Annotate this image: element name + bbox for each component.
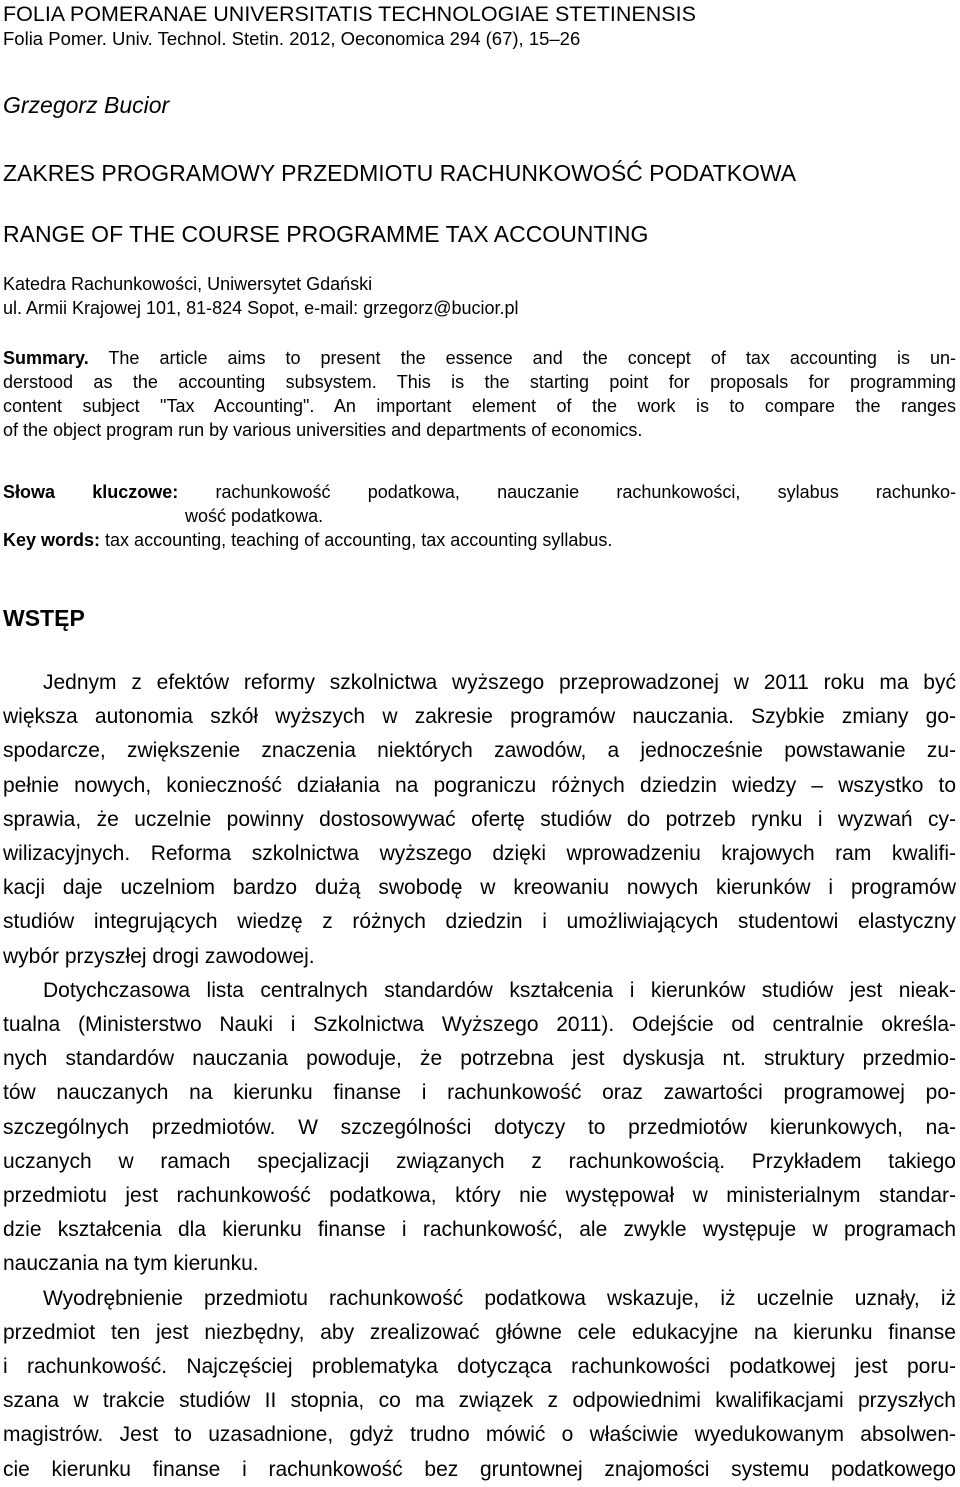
- summary-line-text: The article aims to present the essence and the concept of tax accounting is un-: [108, 348, 956, 368]
- keywords-en-text: tax accounting, teaching of accounting, tax accounting syllabus.: [105, 530, 613, 550]
- keywords-pl-line: [3, 480, 956, 504]
- keywords-pl-label: Słowa kluczowe:: [3, 482, 179, 502]
- body-line: większa autonomia szkół wyższych w zakresie programów nauczania. Szybkie zmiany go-: [3, 705, 956, 729]
- paragraph-2: [3, 974, 956, 1282]
- keywords-pl-text: rachunkowość podatkowa, nauczanie rachunkowości, sylabus rachunko-: [215, 482, 956, 502]
- paragraph-3: [3, 1282, 956, 1487]
- body-line: cie kierunku finanse i rachunkowość bez gruntownej znajomości systemu podatkowego: [3, 1457, 956, 1481]
- summary: [3, 346, 956, 442]
- journal-citation-text: Folia Pomer. Univ. Technol. Stetin. 2012, Oeconomica 294 (67), 15–26: [3, 28, 581, 49]
- section-heading-text: WSTĘP: [3, 605, 85, 631]
- title-english-text: RANGE OF THE COURSE PROGRAMME TAX ACCOUNTING: [3, 221, 649, 247]
- keywords: [3, 480, 956, 552]
- summary-line: derstood as the accounting subsystem. This is the starting point for proposals for programming: [3, 372, 956, 392]
- body-line: pełnie nowych, konieczność działania na pograniczu różnych dziedzin wiedzy – wszystko to: [3, 773, 956, 797]
- summary-line: of the object program run by various universities and departments of economics.: [3, 420, 643, 440]
- title-polish: [3, 158, 956, 188]
- body-line: Jednym z efektów reformy szkolnictwa wyższego przeprowadzonej w 2011 roku ma być: [43, 671, 956, 694]
- summary-line: content subject "Tax Accounting". An important element of the work is to compare the ranges: [3, 396, 956, 416]
- body-line: spodarcze, zwiększenie znaczenia niektórych zawodów, a jednocześnie powstawanie zu-: [3, 739, 956, 763]
- body-line: tów nauczanych na kierunku finanse i rachunkowość oraz zawartości programowej po-: [3, 1081, 956, 1105]
- author-name: [3, 90, 956, 120]
- body-line: sprawia, że uczelnie powinny dostosowywać ofertę studiów do potrzeb rynku i wyzwań cy-: [3, 807, 956, 831]
- affiliation-line: Katedra Rachunkowości, Uniwersytet Gdański: [3, 274, 373, 294]
- title-english: [3, 219, 956, 249]
- body-line: nych standardów nauczania powoduje, że potrzebna jest dyskusja nt. struktury przedmio-: [3, 1047, 956, 1071]
- body-line: i rachunkowość. Najczęściej problematyka dotycząca rachunkowości podatkowej jest poru-: [3, 1355, 956, 1379]
- summary-line: [3, 346, 956, 370]
- body-line: Dotychczasowa lista centralnych standardów kształcenia i kierunków studiów jest nieak-: [43, 978, 956, 1002]
- author-name-text: Grzegorz Bucior: [3, 92, 170, 118]
- body-line: Wyodrębnienie przedmiotu rachunkowość podatkowa wskazuje, iż uczelnie uznały, iż: [43, 1286, 956, 1310]
- body-line: nauczania na tym kierunku.: [3, 1252, 259, 1276]
- body-line: wybór przyszłej drogi zawodowej.: [3, 944, 315, 968]
- affiliation-address: ul. Armii Krajowej 101, 81-824 Sopot, e-mail: grzegorz@bucior.pl: [3, 298, 519, 318]
- body-line: uczanych w ramach specjalizacji związanych z rachunkowością. Przykładem takiego: [3, 1149, 956, 1173]
- body-line: szczególnych przedmiotów. W szczególności dotyczy to przedmiotów kierunkowych, na-: [3, 1115, 956, 1139]
- keywords-pl-continuation: wość podatkowa.: [185, 506, 324, 526]
- paragraph-1: [3, 666, 956, 974]
- title-polish-text: ZAKRES PROGRAMOWY PRZEDMIOTU RACHUNKOWOŚĆ PODATKOWA: [3, 160, 797, 186]
- journal-title: [3, 1, 956, 27]
- body-line: przedmiotu jest rachunkowość podatkowa, który nie występował w ministerialnym standar-: [3, 1184, 956, 1208]
- body-line: przedmiot ten jest niezbędny, aby zrealizować główne cele edukacyjne na kierunku finanse: [3, 1320, 956, 1344]
- affiliation: [3, 272, 956, 320]
- body-line: dzie kształcenia dla kierunku finanse i rachunkowość, ale zwykle występuje w programach: [3, 1218, 956, 1242]
- keywords-en-label: Key words:: [3, 530, 101, 550]
- summary-label: Summary.: [3, 348, 89, 368]
- body-line: tualna (Ministerstwo Nauki i Szkolnictwa Wyższego 2011). Odejście od centralnie określa-: [3, 1013, 956, 1037]
- keywords-en-line: [3, 528, 956, 552]
- body-line: kacji daje uczelniom bardzo dużą swobodę w kreowaniu nowych kierunków i programów: [3, 876, 956, 900]
- body-text: [3, 666, 956, 1487]
- body-line: magistrów. Jest to uzasadnione, gdyż trudno mówić o właściwie wyedukowanym absolwen-: [3, 1423, 956, 1447]
- body-line: szana w trakcie studiów II stopnia, co ma związek z odpowiednimi kwalifikacjami przyszłych: [3, 1389, 956, 1413]
- journal-title-text: FOLIA POMERANAE UNIVERSITATIS TECHNOLOGIAE STETINENSIS: [3, 2, 696, 26]
- body-line: wilizacyjnych. Reforma szkolnictwa wyższego dzięki wprowadzeniu krajowych ram kwalifi-: [3, 842, 956, 866]
- body-line: studiów integrujących wiedzę z różnych dziedzin i umożliwiających studentowi elastyczny: [3, 910, 956, 934]
- journal-citation: [3, 27, 956, 51]
- section-heading: [3, 603, 956, 633]
